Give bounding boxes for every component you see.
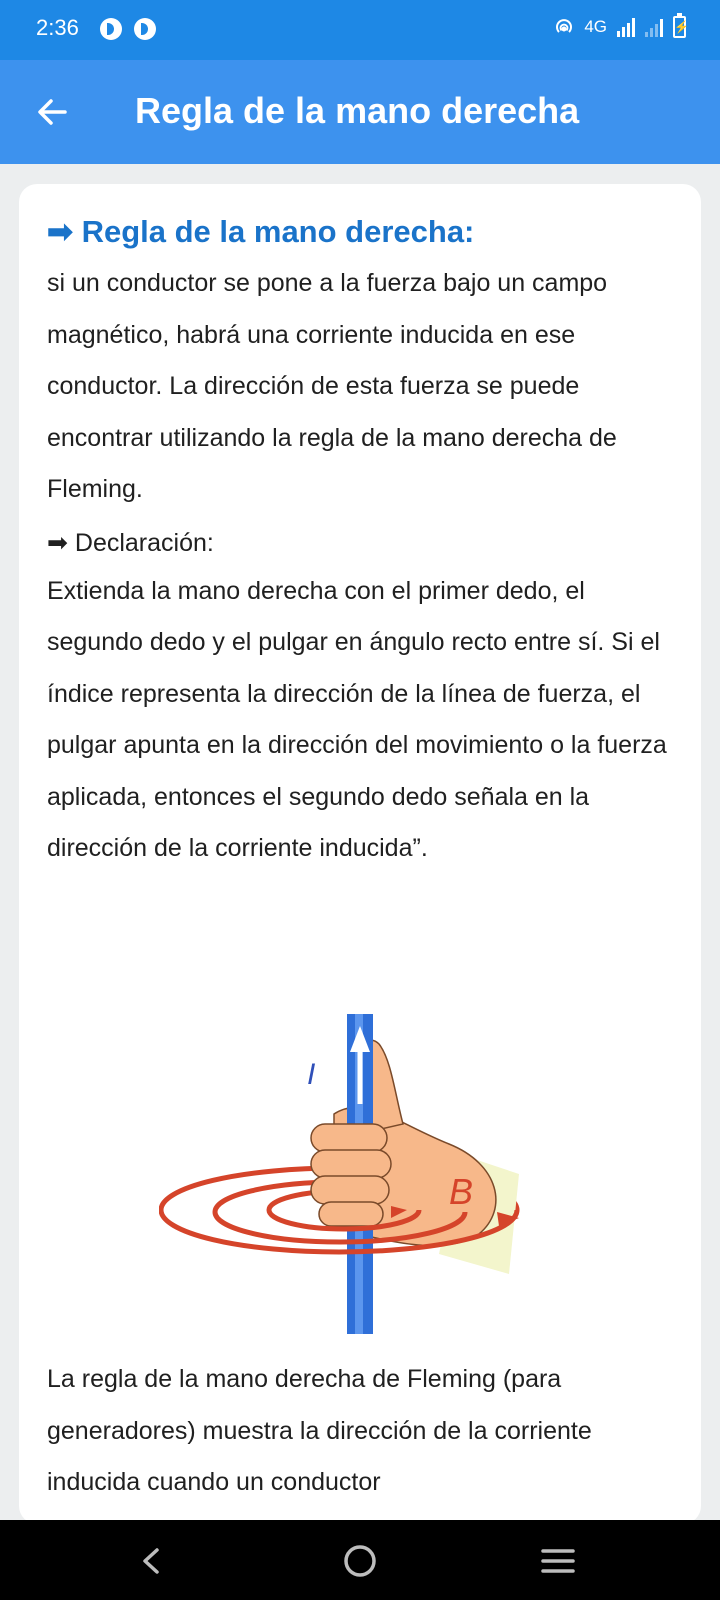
back-button[interactable] (28, 88, 76, 136)
intro-paragraph: si un conductor se pone a la fuerza bajo un campo magnético, habrá una corriente inducida en ese conductor. La dirección de esta fuerza se puede encontrar utilizando la regla de la mano derecha de Fleming. (47, 269, 617, 503)
app-notification-icon (134, 18, 156, 40)
label-field: B (449, 1171, 474, 1212)
hotspot-icon (554, 17, 574, 37)
status-time: 2:36 (36, 15, 79, 40)
status-bar (0, 0, 720, 60)
status-icons (554, 16, 686, 38)
app-bar (0, 60, 720, 164)
back-triangle-icon (137, 1546, 167, 1576)
signal-icon (645, 17, 663, 37)
nav-back-button[interactable] (127, 1536, 177, 1586)
right-hand-rule-illustration (159, 1004, 559, 1334)
bottom-paragraph: La regla de la mano derecha de Fleming (para generadores) muestra la dirección de la corriente inducida cuando un conductor (47, 1365, 592, 1496)
page-title: Regla de la mano derecha (135, 90, 580, 131)
content-card[interactable] (19, 184, 701, 1524)
network-type: 4G (584, 17, 607, 36)
navigation-bar (0, 1520, 720, 1600)
battery-charging-icon (673, 16, 686, 38)
nav-home-button[interactable] (335, 1536, 385, 1586)
article-content (47, 210, 687, 875)
nav-recents-button[interactable] (533, 1536, 583, 1586)
label-current: I (307, 1058, 316, 1091)
signal-icon (617, 17, 635, 37)
home-circle-icon (342, 1543, 378, 1579)
recents-menu-icon (540, 1546, 576, 1576)
section-heading: ➡ Regla de la mano derecha: (47, 214, 475, 249)
arrow-left-icon (35, 95, 69, 129)
app-notification-icon (100, 18, 122, 40)
statement-paragraph: Extienda la mano derecha con el primer dedo, el segundo dedo y el pulgar en ángulo recto entre sí. Si el índice representa la dirección de la línea de fuerza, el pulgar apunta en la dirección del movimiento o la fuerza aplicada, entonces el segundo dedo señala en la dirección de la corriente inducida”. (47, 576, 667, 862)
statement-heading: ➡ Declaración: (47, 528, 214, 557)
